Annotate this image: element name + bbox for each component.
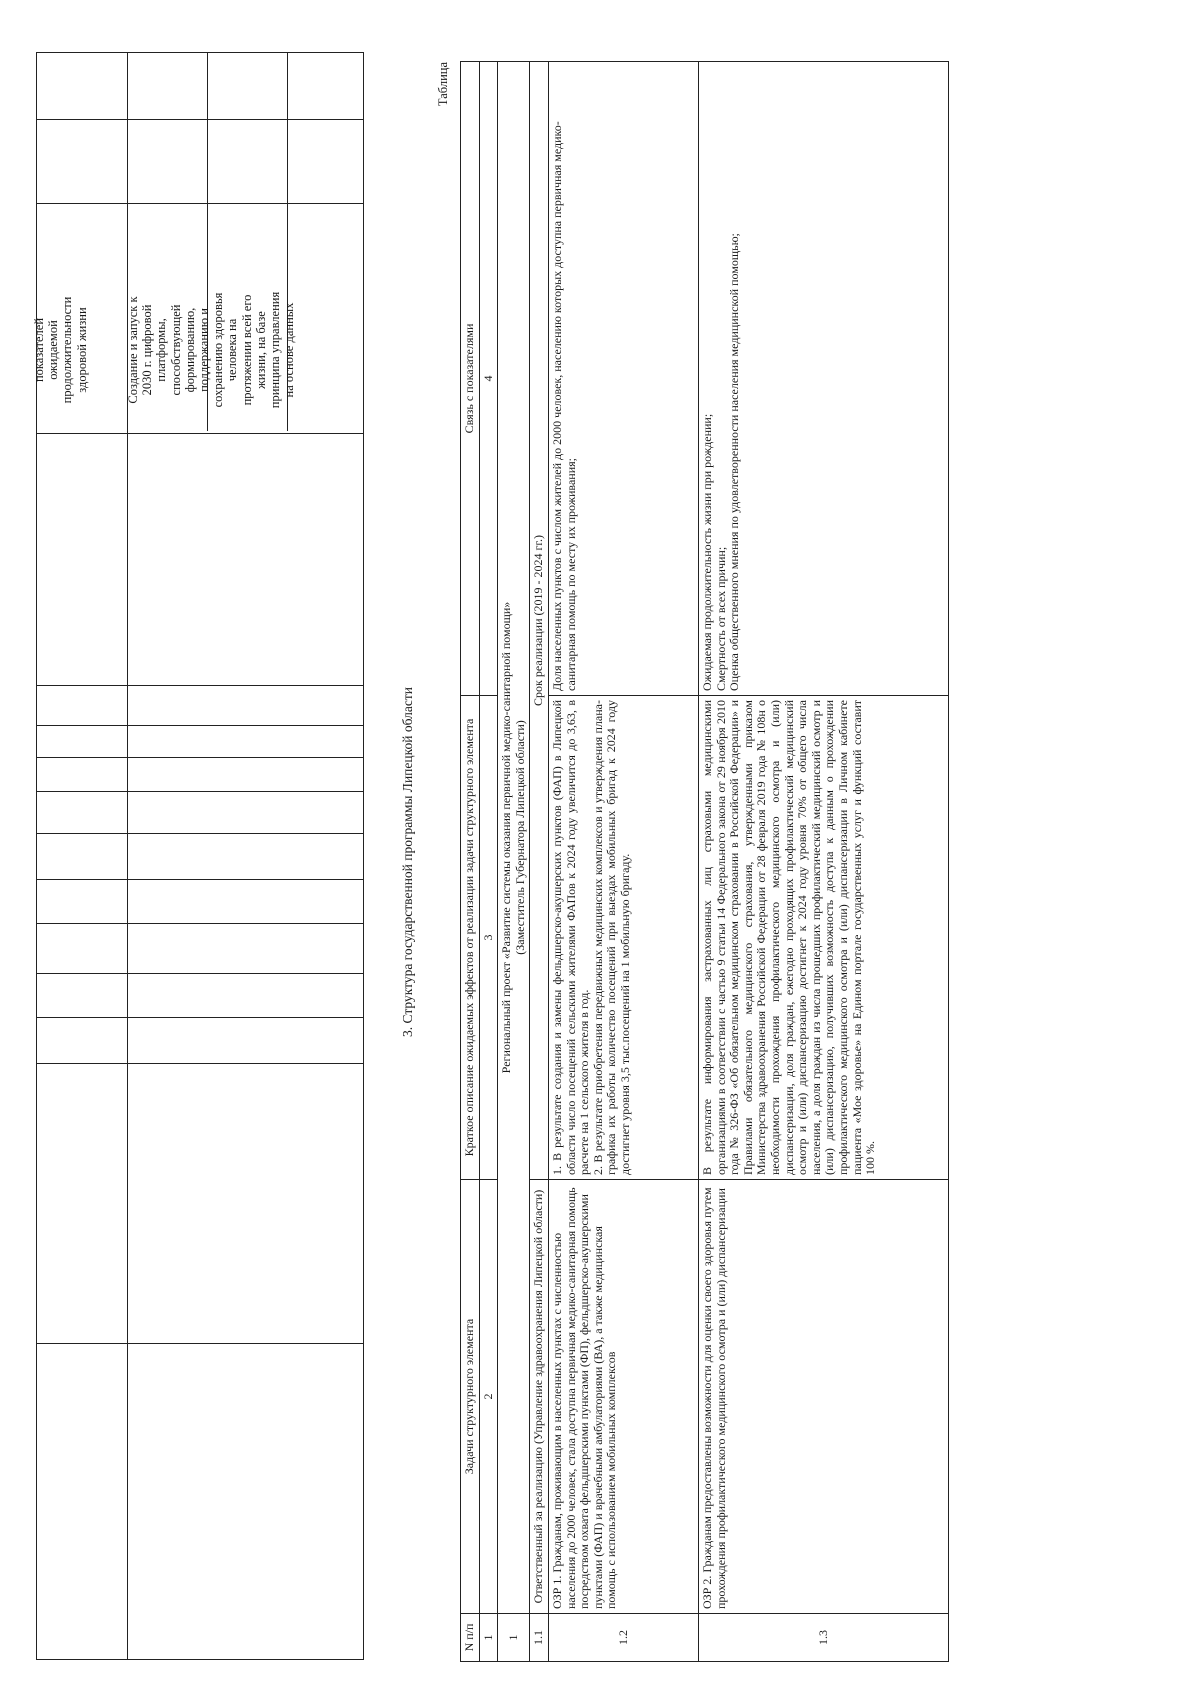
prev-line: показателей bbox=[32, 317, 46, 383]
col-number: 2 bbox=[479, 1180, 498, 1614]
table-divider bbox=[37, 725, 363, 726]
prev-col-block-2 bbox=[126, 232, 296, 468]
table-divider bbox=[37, 757, 363, 758]
table-divider bbox=[37, 119, 363, 120]
header-effects: Краткое описание ожидаемых эффектов от реализации задачи структурного элемента bbox=[461, 696, 480, 1180]
col-number: 3 bbox=[479, 696, 498, 1180]
prev-col-block-1 bbox=[32, 232, 89, 468]
indicator-text: Ожидаемая продолжительность жизни при рождении; bbox=[699, 413, 714, 691]
prev-line: сохранению здоровья bbox=[211, 292, 226, 408]
row-number: 1.3 bbox=[698, 1614, 948, 1662]
prev-line: жизни, на базе bbox=[253, 311, 268, 389]
header-num: N п/п bbox=[461, 1614, 480, 1662]
prev-line: продолжительности bbox=[60, 296, 75, 404]
prev-line: 2030 г. цифровой bbox=[140, 304, 155, 396]
effect-cell: В результате информирования застрахованных лиц страховыми медицинскими организациями в соответствии с частью 9 статьи 14 Федерального закона от 29 ноября 2010 года № 326-ФЗ «Об обязательном медицинском страховании в Российской Федерации» и Правилами обязательного медицинского страхования, утвержденными приказом Министерства здравоохранения Российской Федерации от 28 февраля 2019 года № 108н о необходимости прохождения профилактического медицинского осмотра и (или) диспансеризации, доля граждан, ежегодно проходящих профилактический медицинский осмотр и (или) диспансеризацию достигнет к 2024 году уровня 70% от общего числа населения, а доля граждан из числа прошедших профилактический медицинский осмотр и (или) диспансеризацию, получивших возможность доступа к данным о прохождении профилактического медицинского осмотра и (или) диспансеризации в Личном кабинете пациента «Мое здоровье» на Едином портале государственных услуг и функций составит 100 %. bbox=[698, 696, 948, 1180]
prev-line: протяжении всей его bbox=[239, 294, 254, 406]
prev-line: на основе данных bbox=[282, 302, 297, 398]
table-divider bbox=[37, 879, 363, 880]
table-divider bbox=[37, 1017, 363, 1018]
table-label: Таблица bbox=[436, 62, 450, 107]
prev-line: ожидаемой bbox=[46, 320, 61, 380]
row-number: 1.2 bbox=[548, 1614, 698, 1662]
table-divider bbox=[37, 833, 363, 834]
col-number: 1 bbox=[479, 1614, 498, 1662]
period-cell: Срок реализации (2019 - 2024 гг.) bbox=[530, 62, 549, 1180]
prev-line: формированию, bbox=[182, 307, 197, 393]
row-number: 1.1 bbox=[530, 1614, 549, 1662]
effect-text: 1. В результате создания и замены фельдшерско-акушерских пунктов (ФАП) в Липецкой области число посещений сельскими жителями ФАПов к 2024 году увеличится до 3,63, в расчете на 1 сельского жителя в год. bbox=[549, 700, 592, 1175]
prev-line: здоровой жизни bbox=[74, 307, 89, 393]
effect-text: 2. В результате приобретения передвижных медицинских комплексов и утверждения плана-графика их работы количество посещений при выездах мобильных бригад к 2024 году достигнет уровня 3,5 тыс.посещений на 1 мобильную бригаду. bbox=[590, 700, 632, 1175]
header-tasks: Задачи структурного элемента bbox=[461, 1180, 480, 1614]
row-number: 1 bbox=[498, 1614, 530, 1662]
prev-line: поддержанию и bbox=[197, 308, 212, 392]
table-header-row bbox=[461, 62, 480, 1662]
table-row bbox=[548, 62, 698, 1662]
table-divider bbox=[37, 973, 363, 974]
effect-cell bbox=[548, 696, 698, 1180]
indicator-link-cell: Доля населенных пунктов с числом жителей до 2000 человек, населению которых доступна первичная медико-санитарная помощь по месту их проживания; bbox=[548, 62, 698, 696]
rotated-document-page bbox=[398, 62, 1178, 1662]
task-cell: ОЗР 1. Гражданам, проживающим в населенных пунктах с численностью населения до 2000 человек, стала доступна первичная медико-санитарная помощь посредством охвата фельдшерскими пунктами (ФП), фельдшерско-акушерскими пунктами (ФАП) и врачебными амбулаториями (ВА), а также медицинская помощь с использованием мобильных комплексов bbox=[548, 1180, 698, 1614]
table-divider bbox=[37, 1063, 363, 1064]
project-title: Региональный проект «Развитие системы оказания первичной медико-санитарной помощи» bbox=[499, 601, 514, 1074]
col-number: 4 bbox=[479, 62, 498, 696]
table-divider bbox=[37, 685, 363, 686]
header-link: Связь с показателями bbox=[461, 62, 480, 696]
responsible-cell: Ответственный за реализацию (Управление здравоохранения Липецкой области) bbox=[530, 1180, 549, 1614]
regional-project-cell bbox=[498, 62, 530, 1614]
table-row bbox=[530, 62, 549, 1662]
indicator-link-cell bbox=[698, 62, 948, 696]
column-number-row bbox=[479, 62, 498, 1662]
table-row bbox=[698, 62, 948, 1662]
prev-line: принципа управления bbox=[268, 291, 283, 409]
table-divider bbox=[37, 1343, 363, 1344]
section-title: 3. Структура государственной программы Липецкой области bbox=[400, 687, 415, 1037]
table-divider bbox=[37, 791, 363, 792]
table-row bbox=[498, 62, 530, 1662]
prev-line: Создание и запуск к bbox=[126, 296, 140, 404]
task-cell: ОЗР 2. Гражданам предоставлены возможности для оценки своего здоровья путем прохождения профилактического медицинского осмотра и (или) диспансеризации bbox=[698, 1180, 948, 1614]
indicator-text: Оценка общественного мнения по удовлетворенности населения медицинской помощью; bbox=[727, 233, 742, 691]
table-divider bbox=[37, 923, 363, 924]
prev-line: способствующей bbox=[168, 304, 183, 396]
prev-line: платформы, bbox=[154, 318, 169, 382]
indicator-text: Смертность от всех причин; bbox=[713, 546, 728, 691]
project-curator: (Заместитель Губернатора Липецкой области) bbox=[512, 720, 527, 955]
table-divider bbox=[37, 203, 363, 204]
program-structure-table bbox=[460, 61, 949, 1662]
prev-line: человека на bbox=[225, 318, 240, 382]
